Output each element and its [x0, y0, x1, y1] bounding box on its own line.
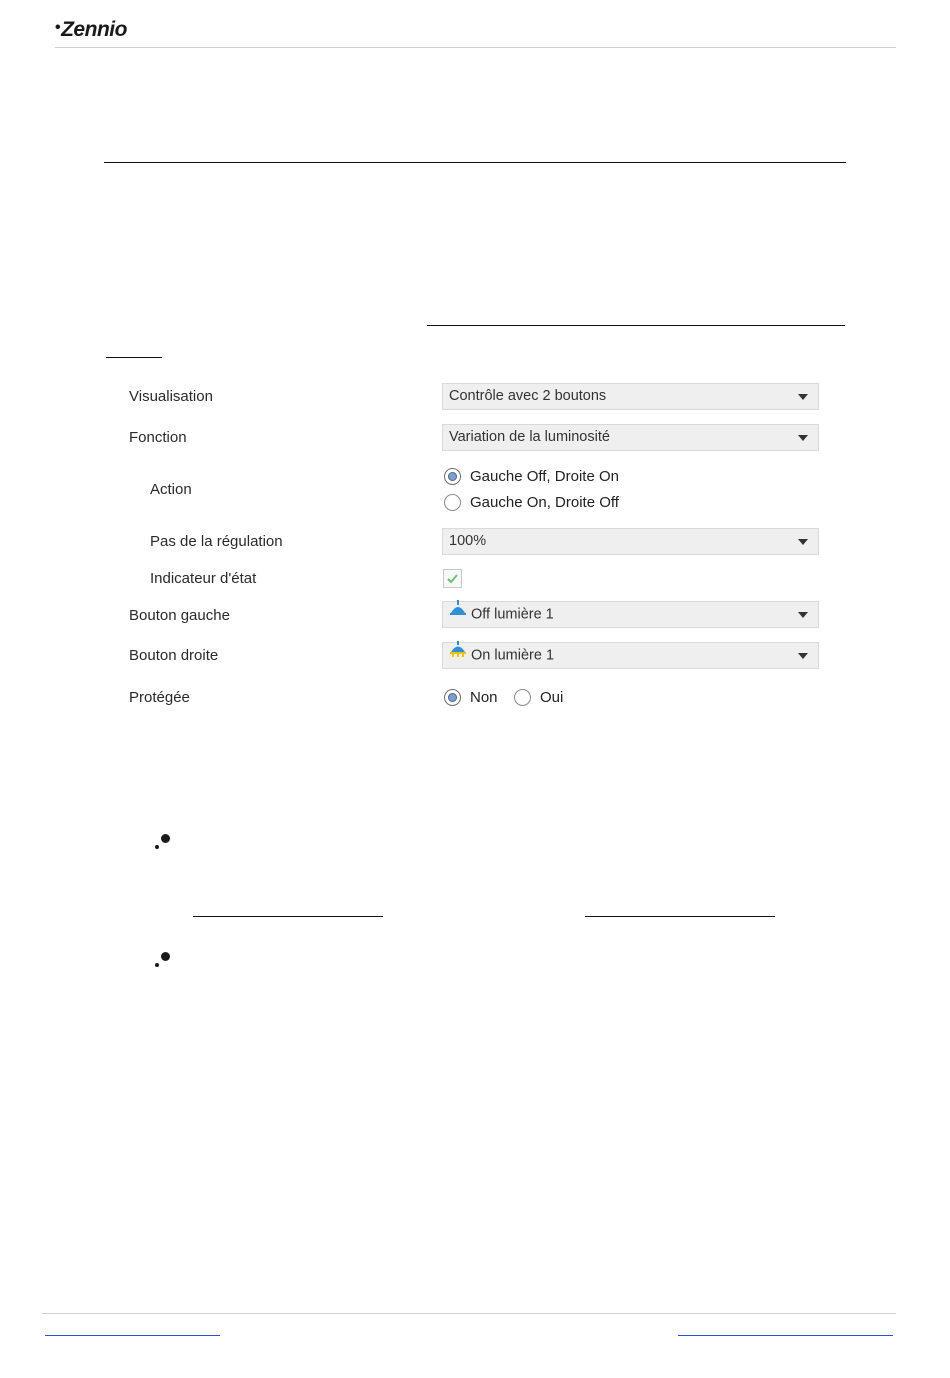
protegee-option-label: Oui — [540, 689, 564, 706]
fonction-select[interactable] — [442, 424, 819, 451]
action-radio-gauche-on[interactable] — [444, 494, 461, 511]
action-radio-gauche-off[interactable] — [444, 468, 461, 485]
fonction-value: Variation de la luminosité — [449, 429, 610, 445]
bouton-droite-value: On lumière 1 — [471, 647, 555, 664]
bouton-droite-label: Bouton droite — [129, 647, 219, 664]
visualisation-label: Visualisation — [129, 388, 213, 405]
footer-link-left[interactable] — [45, 1335, 220, 1336]
bouton-droite-select[interactable] — [442, 642, 819, 669]
lamp-on-icon — [449, 641, 467, 666]
checkmark-icon — [446, 572, 459, 585]
protegee-option-label: Non — [470, 689, 498, 706]
chevron-down-icon — [798, 612, 808, 618]
lamp-off-icon — [449, 600, 467, 625]
visualisation-select[interactable] — [442, 383, 819, 410]
pas-label: Pas de la régulation — [150, 533, 283, 550]
pas-select[interactable] — [442, 528, 819, 555]
bouton-gauche-value: Off lumière 1 — [471, 606, 554, 623]
chevron-down-icon — [798, 653, 808, 659]
caption-underline-long — [427, 325, 845, 326]
chevron-down-icon — [798, 394, 808, 400]
logo-dot: • — [55, 19, 61, 36]
logo-text: Zennio — [61, 18, 127, 41]
visualisation-value: Contrôle avec 2 boutons — [449, 388, 607, 404]
bullet-underline-left — [193, 916, 383, 917]
indicateur-label: Indicateur d'état — [150, 570, 257, 587]
protegee-radio-oui[interactable] — [514, 689, 531, 706]
zennio-logo — [55, 18, 127, 42]
protegee-label: Protégée — [129, 689, 190, 706]
action-option-label: Gauche On, Droite Off — [470, 494, 619, 511]
action-label: Action — [150, 481, 192, 498]
pas-value: 100% — [449, 533, 487, 549]
protegee-radio-non[interactable] — [444, 689, 461, 706]
fonction-label: Fonction — [129, 429, 187, 446]
bouton-gauche-label: Bouton gauche — [129, 607, 230, 624]
footer-divider — [42, 1313, 896, 1314]
bouton-gauche-select[interactable] — [442, 601, 819, 628]
caption-underline-short — [106, 357, 162, 358]
action-option-label: Gauche Off, Droite On — [470, 468, 619, 485]
chevron-down-icon — [798, 435, 808, 441]
section-title-underline — [104, 162, 846, 163]
header-divider — [55, 47, 896, 48]
indicateur-checkbox[interactable] — [443, 569, 462, 588]
footer-link-right[interactable] — [678, 1335, 893, 1336]
bullet-underline-right — [585, 916, 775, 917]
chevron-down-icon — [798, 539, 808, 545]
